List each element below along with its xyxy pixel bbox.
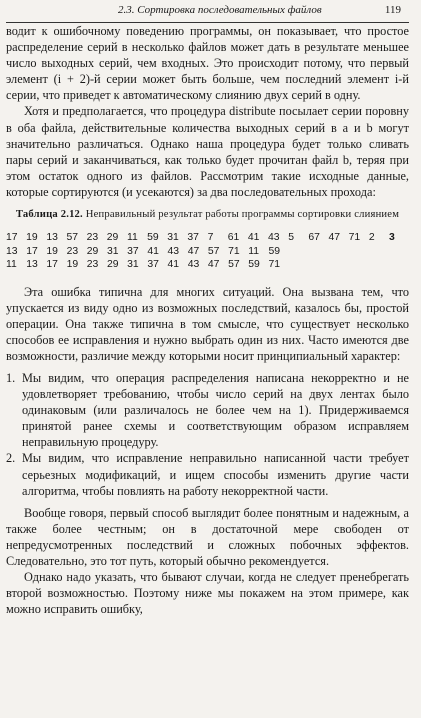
table-cell: 37	[127, 245, 139, 257]
table-cell: 67	[308, 232, 320, 244]
table-cell: 11	[126, 232, 138, 244]
table-caption-label: Таблица 2.12.	[15, 209, 83, 221]
table-cell: 59	[248, 259, 260, 271]
table-cell: 41	[247, 232, 260, 244]
table-cell: 43	[167, 245, 180, 257]
table-cell: 19	[46, 245, 58, 257]
running-header	[6, 0, 409, 23]
paragraph-2: Хотя и предполагается, что процедура distribute посылает серии поровну в оба файла, действительные количества выходных серий в a и b могут значительно различаться. Однако наша процедура будет только сливать пары серий и заканчиваться, как только будет прочитан файл b, теряя при этом остаток одного из файлов. Рассмотрим такие исходные данные, которые сортируются (и усекаются) за два последовательных прохода:	[6, 104, 409, 199]
table-cell: 57	[66, 232, 79, 244]
page-body	[6, 23, 409, 617]
table-cell: 7	[207, 232, 214, 244]
table-cell: 57	[207, 245, 220, 257]
table-cell: 41	[167, 259, 180, 271]
table-cell: 5	[288, 232, 294, 244]
table-cell: 71	[348, 232, 361, 244]
table-cell: 57	[228, 259, 240, 271]
running-title: 2.3. Сортировка последовательных файлов	[118, 4, 322, 16]
paragraph-1-line: что приведет к автоматическому слиянию двух серий в одну.	[42, 88, 361, 103]
table-cell: 17	[46, 259, 58, 271]
list-item-number: 2.	[6, 451, 16, 466]
table-caption-text: Неправильный результат работы программы сортировки слиянием	[85, 209, 400, 221]
paragraph-3: Эта ошибка типична для многих ситуаций. Она вызвана тем, что упускается из виду одно из возможных последствий, казалось бы, простой операции. Она также типична в том смысле, что существует несколько способов ее исправления и нужно выбрать один из них. Часто имеются две возможности, различие между которыми носит принципиальный характер:	[6, 284, 409, 363]
table-cell: 31	[127, 259, 139, 271]
table-row	[6, 245, 409, 259]
table-cell: 47	[187, 245, 200, 257]
table-cell: 29	[86, 245, 99, 257]
table-row	[6, 231, 409, 245]
table-cell: 47	[207, 259, 220, 271]
table-cell: 31	[106, 245, 119, 257]
paragraph-5: Однако надо указать, что бывают случаи, когда не следует пренебрегать второй возможностью. Поэтому ниже мы покажем на этом примере, как можно исправить ошибку,	[6, 570, 409, 617]
table-cell: 43	[268, 232, 280, 244]
table-cell: 41	[147, 245, 159, 257]
table-cell: 17	[6, 232, 18, 244]
paragraph-1-line: водит к ошибочному поведению программы, он показывает,	[6, 24, 344, 38]
table-cell: 19	[26, 232, 38, 244]
table-cell: 3	[388, 232, 395, 244]
table-cell: 59	[268, 245, 280, 257]
table-cell: 17	[26, 245, 38, 257]
table-cell: 23	[66, 245, 79, 257]
list-item-text: Мы видим, что операция распределения написана некорректно и не удовлетворяет требованию, чтобы число серий на двух лентах было одинаковым (или различалось не более чем на 1). Придерживаемся принятой ранее схемы и соответствующим образом исправляем неправильную процедуру.	[22, 371, 409, 450]
table-cell: 43	[187, 259, 200, 271]
table-cell: 37	[187, 232, 199, 244]
table-cell: 61	[227, 232, 240, 244]
table-row	[6, 258, 409, 272]
paragraph-4: Вообще говоря, первый способ выглядит более понятным и надежным, а также более честным; он в достаточной мере свободен от непредусмотренных последствий и сложных побочных эффектов. Следовательно, это тот путь, который обычно рекомендуется.	[6, 505, 409, 569]
list-item-1	[6, 370, 409, 450]
paragraph-1-line: дать в результате меньшее число выходных серий, чем входных. Это происходит потому, что первый элемент (i + 2)-й	[6, 40, 409, 87]
table-cell: 59	[147, 232, 159, 244]
table-cell: 29	[106, 259, 119, 271]
table-cell: 31	[167, 232, 179, 244]
list-item-number: 1.	[6, 371, 16, 385]
merge-sequence-table	[6, 231, 409, 272]
paragraph-1	[6, 23, 409, 103]
table-cell: 71	[268, 259, 280, 271]
table-cell: 23	[86, 259, 99, 271]
table-cell: 29	[106, 232, 119, 244]
table-cell: 71	[228, 245, 240, 257]
table-cell: 11	[6, 259, 17, 271]
paragraph-1-line: серии может быть больше, чем последний элемент i-й серии,	[6, 72, 409, 103]
table-cell: 47	[328, 232, 341, 244]
table-cell: 37	[147, 259, 159, 271]
table-caption	[6, 208, 409, 221]
list-item-text: Мы видим, что исправление неправильно написанной части требует серьезных модификаций, и ищем способы изменить другие части алгоритма, чтобы повлиять на работу некорректной части.	[22, 451, 409, 498]
page-number: 119	[384, 4, 401, 16]
table-cell: 13	[46, 232, 58, 244]
table-cell: 19	[66, 259, 79, 271]
table-cell: 23	[86, 232, 99, 244]
list-item-2	[6, 450, 409, 498]
table-cell: 2	[368, 232, 375, 244]
table-cell: 11	[248, 245, 260, 257]
table-cell: 13	[26, 259, 38, 271]
paragraph-1-line: что простое распределение серий в несколько файлов может	[6, 24, 409, 55]
table-cell: 13	[6, 245, 18, 257]
